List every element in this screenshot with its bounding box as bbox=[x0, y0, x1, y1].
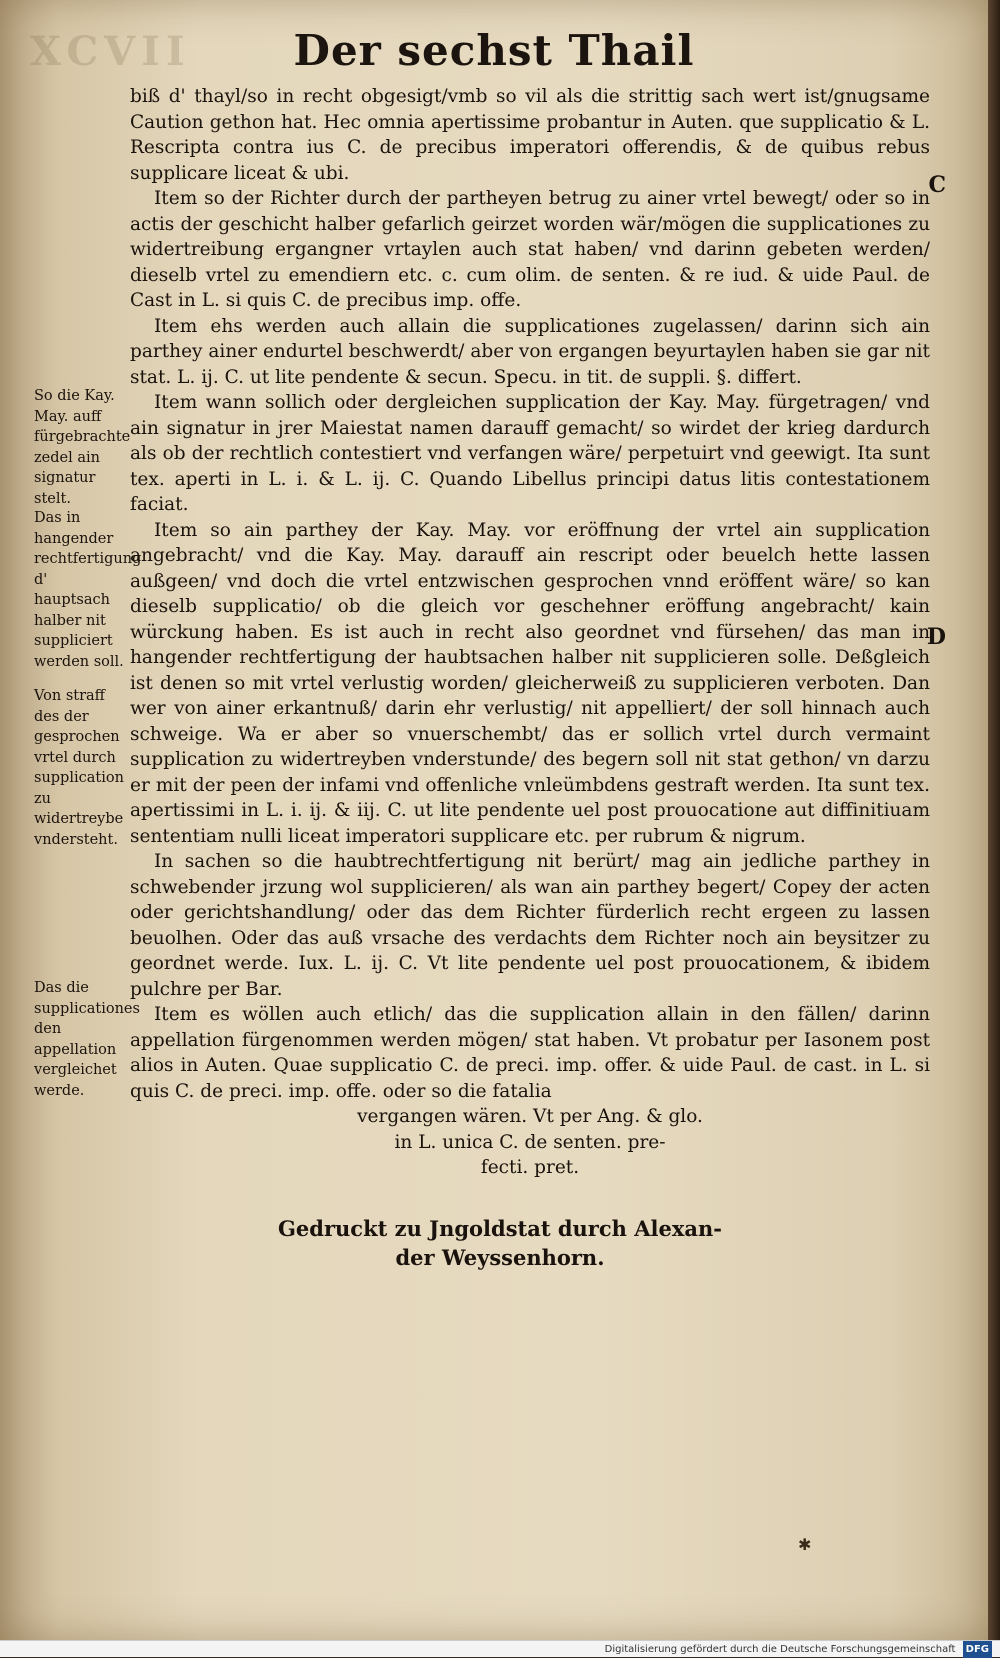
main-text-block bbox=[130, 84, 930, 1181]
closing-line: fecti. pret. bbox=[480, 1157, 580, 1178]
digitization-footer bbox=[0, 1640, 1000, 1657]
margin-note: Das in hangender rechtfertigung d' hauptsach halber nit suppliciert werden soll. bbox=[34, 510, 142, 670]
margin-note: So die Kay. May. auff fürgebrachte zedel ain signatur stelt. bbox=[34, 388, 131, 507]
margin-letter-c: C bbox=[928, 172, 946, 198]
bleed-through-folio: XCVII bbox=[30, 28, 191, 75]
imprint-line: der Weyssenhorn. bbox=[395, 1245, 605, 1270]
paragraph: Item es wöllen auch etlich/ das die supplication allain in den fällen/ darinn appellation fürgenommen werden mögen/ stat haben. Vt probatur per Iasonem post alios in Auten. Quae supplicatio C. de preci. imp. offer. & uide Paul. de cast. in L. si quis C. de preci. imp. offe. oder so die fatalia bbox=[130, 1004, 930, 1102]
closing-line: in L. unica C. de senten. pre- bbox=[394, 1131, 666, 1153]
margin-letter-d: D bbox=[926, 624, 946, 650]
margin-note: Das die supplicationes den appellation vergleichet werde. bbox=[34, 980, 140, 1099]
paragraph: Item so ain parthey der Kay. May. vor eröffnung der vrtel ain supplication angebracht/ vnd die Kay. May. darauff ain rescript oder beuelch hette lassen außgeen/ vnd doch die vrtel entzwischen gesprochen vnnd eröffent wäre/ so kan dieselb supplicatio/ ob die gleich vor geschehner eröffung angebracht/ kain würckung haben. Es ist auch in recht also geordnet vnd fürsehen/ das man in hangender rechtfertigung der haubtsachen halber nit supplicieren solle. Deßgleich ist denen so mit vrtel verlustig worden/ gleicherweiß zu supplicieren verboten. Dan wer von ainer erkantnuß/ darin ehr verlustig/ nit appelliert/ der soll hinnach auch schweige. Wa er aber so vnuerschembt/ das er sollich vrtel durch vermaint supplication zu widertreyben vnderstunde/ des begern soll nit stat gethon/ vn darzu er mit der peen der infami vnd offenliche vnleümbdens gestraft werden. Ita sunt tex. apertissimi in L. i. ij. & iij. C. ut lite pendente uel post prouocatione aut diffinitiuam sententiam nulli liceat imperatori supplicare etc. per rubrum & nigrum. bbox=[130, 519, 930, 847]
paragraph: In sachen so die haubtrechtfertigung nit berürt/ mag ain jedliche parthey in schwebender jrzung wol supplicieren/ als wan ain parthey begert/ Copey der acten oder gerichtshandlung/ oder das dem Richter fürderlich recht ergeen zu lassen beuolhen. Oder das auß vrsache des verdachts dem Richter noch ain beysitzer zu geordnet werde. Iux. L. ij. C. Vt lite pendente uel post prouocationem, & ibidem pulchre per Bar. bbox=[130, 851, 930, 1000]
running-title: Der sechst Thail bbox=[293, 26, 695, 75]
margin-note: Von straff des der gesprochen vrtel durch supplication zu widertreybe vndersteht. bbox=[34, 688, 124, 848]
dfg-logo-icon: DFG bbox=[963, 1641, 992, 1658]
imprint-line: Gedruckt zu Jngoldstat durch Alexan- bbox=[278, 1216, 722, 1241]
printer-imprint bbox=[250, 1214, 750, 1272]
book-edge bbox=[988, 0, 1000, 1640]
footer-text: Digitalisierung gefördert durch die Deutsche Forschungsgemeinschaft bbox=[604, 1644, 956, 1655]
paragraph: Item ehs werden auch allain die supplicationes zugelassen/ darinn sich ain parthey ainer endurtel beschwerdt/ aber von ergangen beyurtaylen haben sie gar nit stat. L. ij. C. ut lite pendente & secun. Specu. in tit. de suppli. §. differt. bbox=[130, 315, 930, 388]
paragraph: biß d' thayl/so in recht obgesigt/vmb so vil als die strittig sach wert ist/gnugsame Caution gethon hat. Hec omnia apertissime probantur in Auten. que supplicatio & L. Rescripta contra ius C. de precibus imperatori offerendis, & de quibus rebus supplicare liceat & ubi. bbox=[130, 86, 930, 184]
printer-ornament-icon: ✱ bbox=[798, 1535, 812, 1554]
paragraph: Item wann sollich oder dergleichen supplication der Kay. May. fürgetragen/ vnd ain signatur in jrer Maiestat namen darauff gemacht/ so wirdet der krieg dardurch als ob der rechtlich contestiert vnd verfangen wäre/ perpetuirt vnd geewigt. Ita sunt tex. aperti in L. i. & L. ij. C. Quando Libellus principi datus litis contestationem faciat. bbox=[130, 392, 930, 515]
closing-line: vergangen wären. Vt per Ang. & glo. bbox=[357, 1106, 703, 1127]
paragraph: Item so der Richter durch der partheyen betrug zu ainer vrtel bewegt/ oder so in actis der geschicht halber gefarlich geirzet worden wär/mögen die supplicationes zu widertreibung ergangner vrtaylen auch stat haben/ vnd darinn gebeten werden/ dieselb vrtel zu emendiern etc. c. cum olim. de senten. & re iud. & uide Paul. de Cast in L. si quis C. de precibus imp. offe. bbox=[130, 188, 930, 311]
